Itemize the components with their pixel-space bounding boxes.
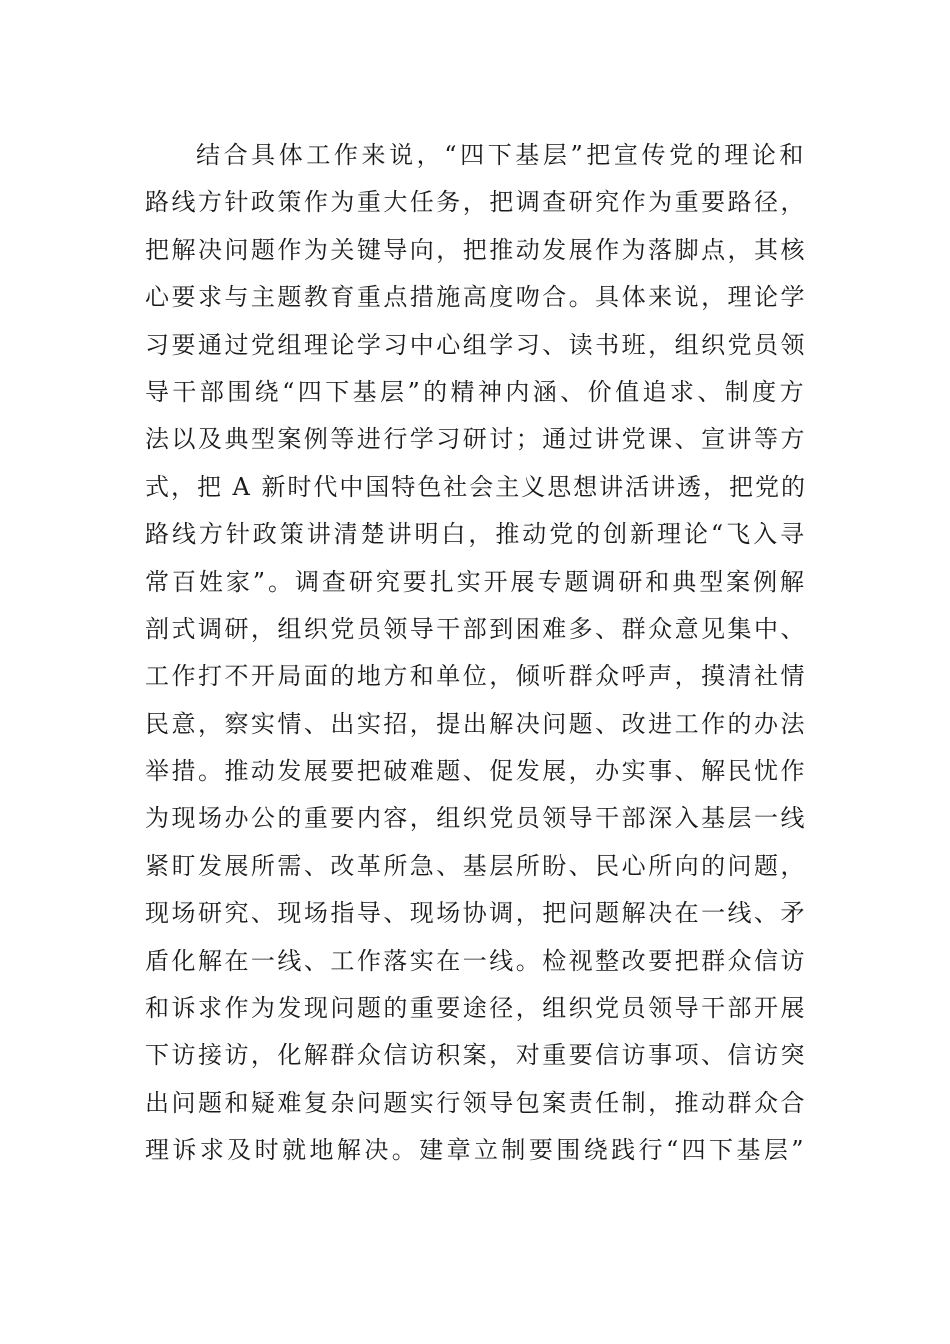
text-line: 习要通过党组理论学习中心组学习、读书班，组织党员领 xyxy=(145,330,807,359)
text-line: 出问题和疑难复杂问题实行领导包案责任制，推动群众合 xyxy=(145,1088,807,1117)
text-line: 剖式调研，组织党员领导干部到困难多、群众意见集中、 xyxy=(145,614,807,643)
text-line: 路线方针政策作为重大任务，把调查研究作为重要路径， xyxy=(145,188,807,217)
text-line: 把解决问题作为关键导向，把推动发展作为落脚点，其核 xyxy=(145,235,807,264)
text-line: 式，把 A 新时代中国特色社会主义思想讲活讲透，把党的 xyxy=(145,472,807,501)
text-line: 下访接访，化解群众信访积案，对重要信访事项、信访突 xyxy=(145,1041,807,1070)
text-line: 法以及典型案例等进行学习研讨；通过讲党课、宣讲等方 xyxy=(145,425,807,454)
text-line: 常百姓家”。调查研究要扎实开展专题调研和典型案例解 xyxy=(145,567,807,596)
text-line: 心要求与主题教育重点措施高度吻合。具体来说，理论学 xyxy=(145,283,807,312)
text-line: 盾化解在一线、工作落实在一线。检视整改要把群众信访 xyxy=(145,946,807,975)
text-line: 路线方针政策讲清楚讲明白，推动党的创新理论“飞入寻 xyxy=(145,520,807,549)
text-line: 现场研究、现场指导、现场协调，把问题解决在一线、矛 xyxy=(145,899,807,928)
body-paragraph xyxy=(145,132,807,1175)
text-line: 理诉求及时就地解决。建章立制要围绕践行“四下基层” xyxy=(145,1136,807,1165)
text-line: 紧盯发展所需、改革所急、基层所盼、民心所向的问题， xyxy=(145,851,807,880)
text-line: 工作打不开局面的地方和单位，倾听群众呼声，摸清社情 xyxy=(145,662,807,691)
text-line: 结合具体工作来说，“四下基层”把宣传党的理论和 xyxy=(196,141,807,169)
text-line: 和诉求作为发现问题的重要途径，组织党员领导干部开展 xyxy=(145,994,807,1023)
text-line: 举措。推动发展要把破难题、促发展，办实事、解民忧作 xyxy=(145,757,807,786)
text-line: 导干部围绕“四下基层”的精神内涵、价值追求、制度方 xyxy=(145,377,807,406)
text-line: 民意，察实情、出实招，提出解决问题、改进工作的办法 xyxy=(145,709,807,738)
text-line: 为现场办公的重要内容，组织党员领导干部深入基层一线 xyxy=(145,804,807,833)
